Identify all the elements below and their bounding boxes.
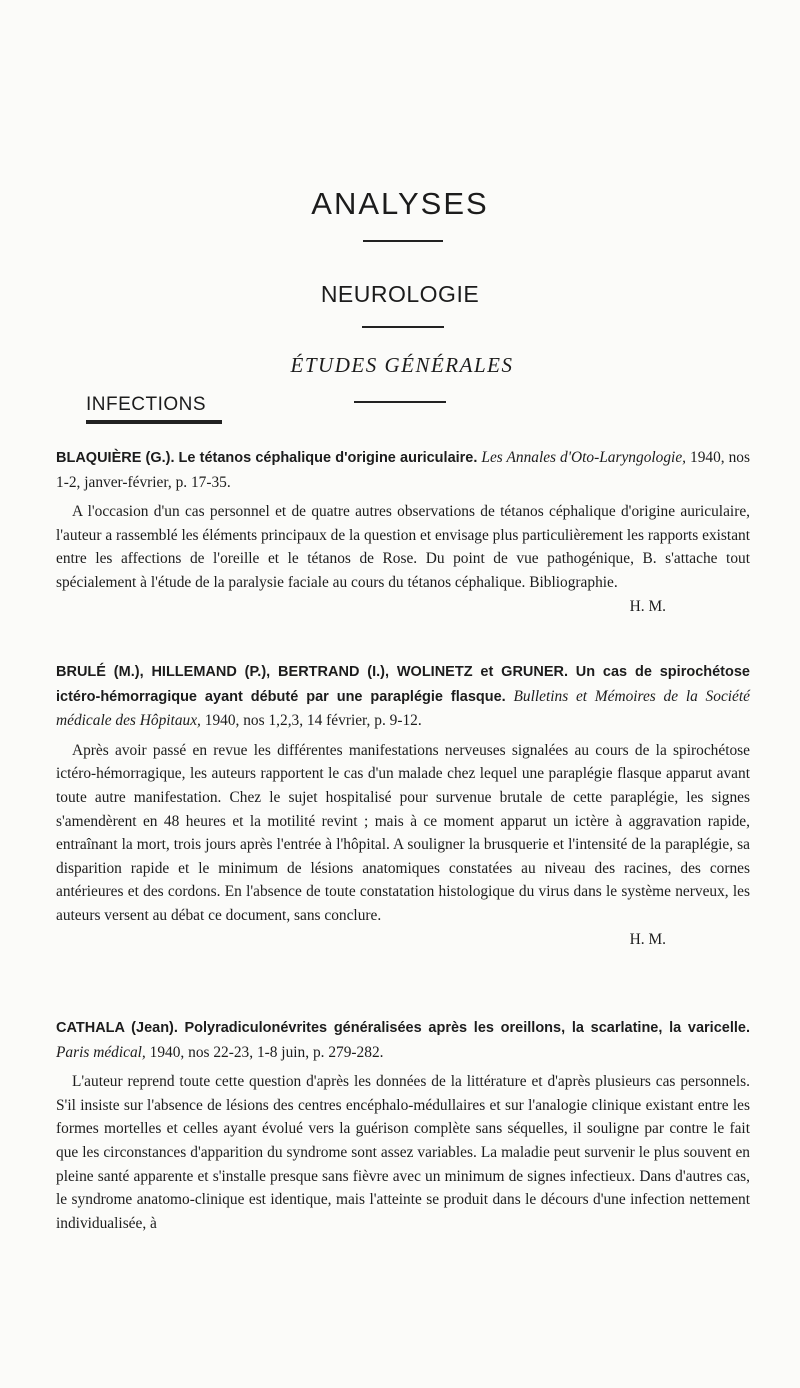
entry-authors: CATHALA (Jean).	[56, 1020, 178, 1036]
abstract-entry	[56, 1016, 750, 1235]
entry-journal: Paris médical,	[56, 1043, 146, 1061]
page-title: ANALYSES	[311, 186, 489, 221]
entry-title: Le tétanos céphalique d'origine auriculaire.	[178, 450, 478, 466]
entry-citation	[56, 446, 750, 494]
section-heading: NEUROLOGIE	[320, 281, 480, 307]
entry-body: L'auteur reprend toute cette question d'après les données de la littérature et d'après plusieurs cas personnels. S'il insiste sur l'absence de lésions des centres encéphalo-médullaires et sur l'analogie clinique existant entre les formes mortelles et celles ayant évolué vers la guérison complète sans séquelles, il souligne par contre le fait que les circonstances d'apparition du syndrome sont assez variables. La maladie peut survenir le plus souvent en pleine santé apparente et s'installe presque sans fièvre avec un minimum de signes infectieux. Dans d'autres cas, le syndrome anatomo-clinique est identique, mais l'atteinte se produit dans le décours d'une infection nettement individualisée, à	[56, 1073, 750, 1232]
entry-title: Un cas de spirochétose ictéro-hémorragique ayant débuté par une paraplégie flasque.	[56, 664, 750, 705]
entry-title: Polyradiculonévrites généralisées après les oreillons, la scarlatine, la varicelle.	[184, 1020, 750, 1036]
section-rule	[362, 326, 444, 328]
entry-body: A l'occasion d'un cas personnel et de quatre autres observations de tétanos céphalique d'origine auriculaire, l'auteur a rassemblé les éléments principaux de la question et envisage plus particulièrement les rapports existant entre les affections de l'oreille et le tétanos de Rose. Du point de vue pathogénique, B. s'attache tout spécialement à l'étude de la paralysie faciale au cours du tétanos céphalique. Bibliographie.	[56, 503, 750, 591]
entry-citation	[56, 1016, 750, 1064]
entry-reference: 1940, nos 1,2,3, 14 février, p. 9-12.	[204, 712, 422, 730]
entry-authors: BLAQUIÈRE (G.).	[56, 450, 175, 466]
entry-journal: Les Annales d'Oto-Laryngologie,	[481, 449, 687, 466]
category-heading: INFECTIONS	[86, 394, 207, 415]
title-rule	[363, 240, 443, 242]
entry-signature: H. M.	[629, 597, 666, 615]
subsection-rule	[354, 401, 446, 403]
category-rule	[86, 420, 222, 424]
entry-authors: BRULÉ (M.), HILLEMAND (P.), BERTRAND (I.), WOLINETZ et GRUNER.	[56, 664, 569, 680]
subsection-heading: ÉTUDES GÉNÉRALES	[290, 353, 514, 377]
entry-signature: H. M.	[629, 930, 666, 948]
entry-reference: 1940, nos 22-23, 1-8 juin, p. 279-282.	[149, 1043, 384, 1061]
entry-reference: 1940, nos 1-2, janver-février, p. 17-35.	[56, 449, 750, 491]
entry-journal: Bulletins et Mémoires de la Société médicale des Hôpitaux,	[56, 687, 750, 730]
entry-citation	[56, 660, 750, 733]
abstract-entry	[56, 660, 750, 951]
entry-body: Après avoir passé en revue les différentes manifestations nerveuses signalées au cours de la spirochétose ictéro-hémorragique, les auteurs rapportent le cas d'un malade chez lequel une paraplégie flasque apparut avant toute autre manifestation. Chez le sujet hospitalisé pour survenue brutale de cette paraplégie, les signes s'amendèrent en 48 heures et la motilité revint ; mais à ce moment apparut un ictère à aggravation rapide, entraînant la mort, trois jours après l'entrée à l'hôpital. A souligner la brusquerie et l'intensité de la paraplégie, sa disparition rapide et le minimum de lésions anatomiques constatées au niveau des racines, des cornes antérieures et des cordons. En l'absence de toute constatation histologique du virus dans le système nerveux, les auteurs versent au débat ce document, sans conclure.	[56, 741, 750, 924]
abstract-entry	[56, 446, 750, 618]
